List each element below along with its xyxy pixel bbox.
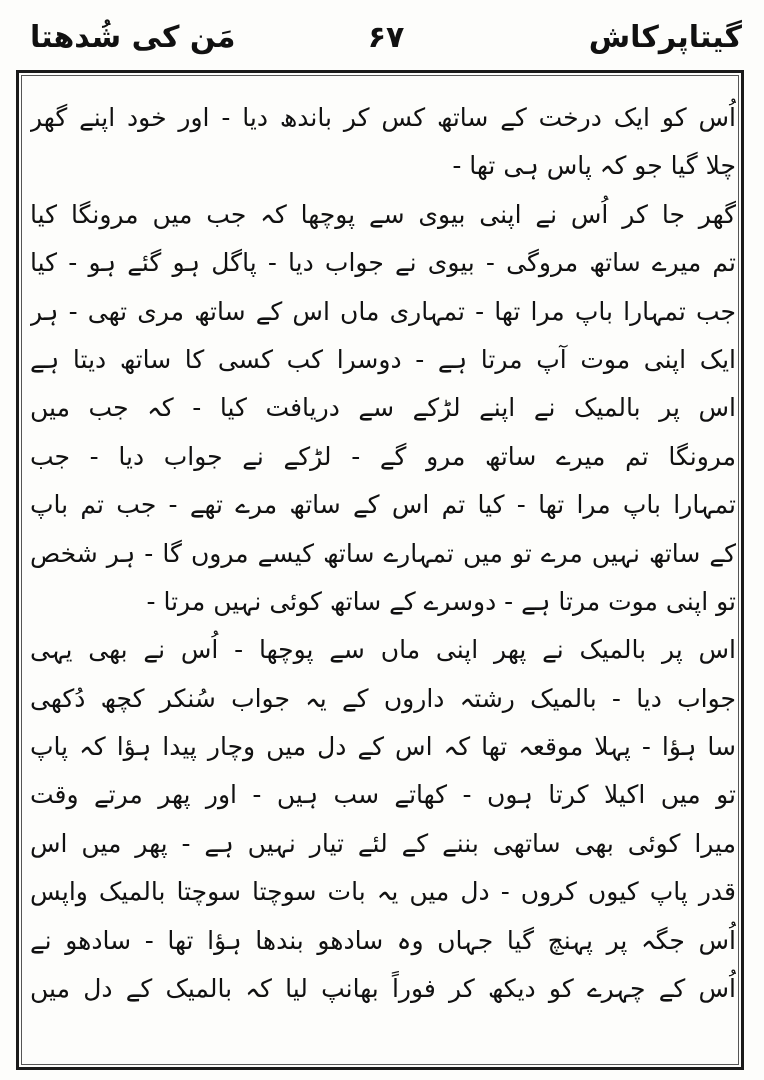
- text-line: اُس کے چہرے کو دیکھ کر فوراً بھانپ لیا کہ بالمیک کے دل میں: [30, 974, 736, 1004]
- body-text: [30, 94, 736, 1013]
- text-line: اس پر بالمیک نے پھر اپنی ماں سے پوچھا - اُس نے بھی یہی: [30, 635, 736, 665]
- text-line: اس پر بالمیک نے اپنے لڑکے سے دریافت کیا - کہ جب میں: [30, 393, 736, 423]
- chapter-title: مَن کی شُدھتا: [30, 20, 236, 55]
- text-line: جواب دیا - بالمیک رشتہ داروں کے یہ جواب سُنکر کچھ دُکھی: [30, 683, 736, 713]
- text-line: جب تمہارا باپ مرا تھا - تمہاری ماں اس کے ساتھ مری تھی - ہر: [30, 296, 736, 326]
- text-line: تو اپنی موت مرتا ہے - دوسرے کے ساتھ کوئی نہیں مرتا -: [146, 586, 736, 616]
- page-number: ۶۷: [367, 20, 405, 55]
- text-line: اُس جگہ پر پہنچ گیا جہاں وہ سادھو بندھا ہؤا تھا - سادھو نے: [30, 925, 736, 955]
- text-line: تمہارا باپ مرا تھا - کیا تم اس کے ساتھ مرے تھے - جب تم باپ: [30, 490, 736, 520]
- text-line: اُس کو ایک درخت کے ساتھ کس کر باندھ دیا - اور خود اپنے گھر: [30, 103, 736, 132]
- page-header: [30, 14, 742, 64]
- text-line: میرا کوئی بھی ساتھی بننے کے لئے تیار نہیں ہے - پھر میں اس: [30, 828, 736, 858]
- text-line: چلا گیا جو کہ پاس ہی تھا -: [452, 151, 736, 181]
- text-line: مرونگا تم میرے ساتھ مرو گے - لڑکے نے جواب دیا - جب: [30, 441, 736, 471]
- text-line: ایک اپنی موت آپ مرتا ہے - دوسرا کب کسی کا ساتھ دیتا ہے: [30, 344, 736, 374]
- text-line: تم میرے ساتھ مروگی - بیوی نے جواب دیا - پاگل ہو گئے ہو - کیا: [30, 248, 736, 278]
- text-line: گھر جا کر اُس نے اپنی بیوی سے پوچھا کہ جب میں مرونگا کیا: [30, 199, 736, 229]
- text-line: قدر پاپ کیوں کروں - دل میں یہ بات سوچتا سوچتا بالمیک واپس: [30, 877, 736, 907]
- text-line: تو میں اکیلا کرتا ہوں - کھاتے سب ہیں - اور پھر مرتے وقت: [30, 780, 736, 810]
- text-line: سا ہؤا - پہلا موقعہ تھا کہ اس کے دل میں وچار پیدا ہؤا کہ پاپ: [30, 732, 736, 762]
- book-title: گیتاپرکاش: [588, 20, 742, 55]
- text-line: کے ساتھ نہیں مرے تو میں تمہارے ساتھ کیسے مروں گا - ہر شخص: [30, 538, 736, 568]
